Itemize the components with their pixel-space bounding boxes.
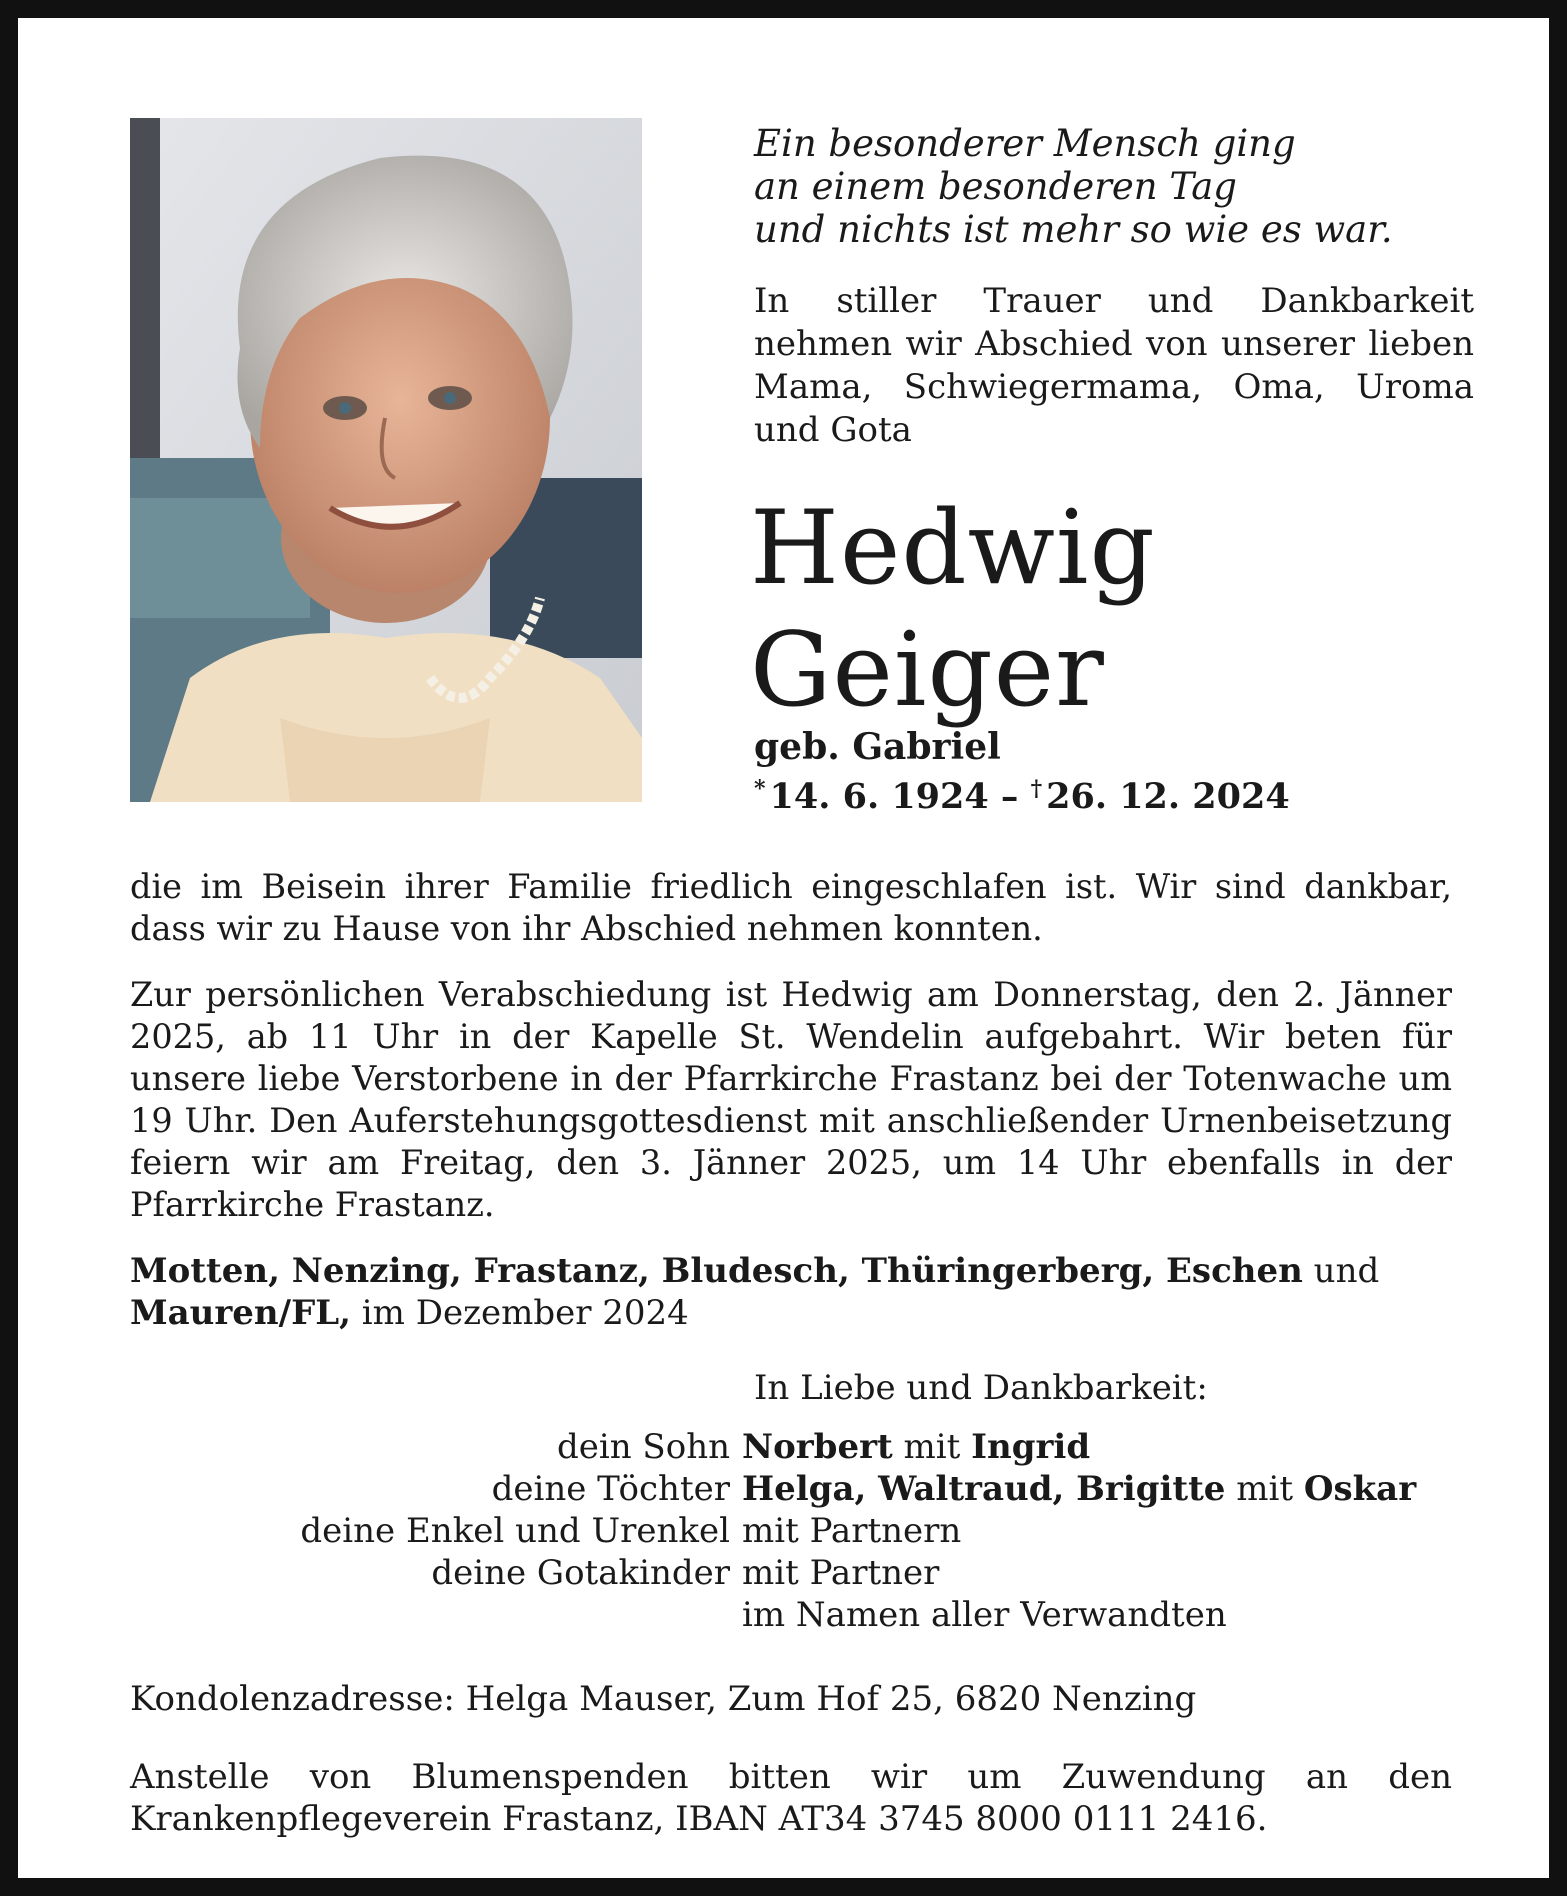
signoff: In Liebe und Dankbarkeit:	[754, 1368, 1208, 1408]
member-connector: mit	[1236, 1469, 1294, 1509]
date-separator: –	[1000, 776, 1019, 817]
birth-symbol: *	[754, 776, 766, 802]
places-bold: Motten, Nenzing, Frastanz, Bludesch, Thüringerberg, Eschen	[130, 1251, 1303, 1291]
death-date: 26. 12. 2024	[1046, 776, 1290, 817]
life-dates	[754, 768, 1290, 818]
family-row	[130, 1510, 1490, 1552]
family-relation: deine Gotakinder	[431, 1553, 730, 1593]
quote-line: Ein besonderer Mensch ging	[754, 122, 1296, 165]
condolence-address: Kondolenzadresse: Helga Mauser, Zum Hof 25, 6820 Nenzing	[130, 1679, 1197, 1719]
memorial-quote	[754, 122, 1474, 251]
family-members	[742, 1468, 1416, 1510]
family-members	[742, 1426, 1090, 1468]
member-name: Oskar	[1303, 1469, 1417, 1509]
portrait-image	[130, 118, 642, 802]
last-name: Geiger	[750, 611, 1105, 730]
places-date: im Dezember 2024	[361, 1293, 689, 1333]
places-and: und	[1313, 1251, 1380, 1291]
family-relation	[130, 1594, 742, 1636]
quote-line: an einem besonderen Tag	[754, 165, 1237, 208]
places-bold-2: Mauren/FL,	[130, 1293, 351, 1333]
member-name: Ingrid	[971, 1427, 1091, 1467]
first-name: Hedwig	[750, 489, 1156, 608]
member-connector: mit Partner	[742, 1553, 940, 1593]
obituary-card	[18, 18, 1549, 1878]
family-members	[742, 1594, 1227, 1636]
quote-line: und nichts ist mehr so wie es war.	[754, 208, 1393, 251]
service-paragraph: Zur persönlichen Verabschiedung ist Hedwig am Donnerstag, den 2. Jänner 2025, ab 11 Uhr in der Kapelle St. Wendelin aufgebahrt. Wir beten für unsere liebe Verstorbene in der Pfarrkirche Frastanz bei der Totenwache um 19 Uhr. Den Auferstehungsgottesdienst mit anschließender Urnenbeisetzung feiern wir am Freitag, den 3. Jänner 2025, um 14 Uhr ebenfalls in der Pfarrkirche Frastanz.	[130, 975, 1452, 1224]
places-line	[130, 1250, 1470, 1334]
member-name: Helga, Waltraud, Brigitte	[742, 1469, 1226, 1509]
family-relation: deine Töchter	[491, 1469, 730, 1509]
donation-note: Anstelle von Blumenspenden bitten wir um Zuwendung an den Krankenpflegeverein Frastanz, IBAN AT34 3745 8000 0111 2416.	[130, 1757, 1452, 1839]
family-relation: dein Sohn	[556, 1427, 730, 1467]
death-symbol: †	[1030, 776, 1043, 802]
member-connector: mit Partnern	[742, 1511, 962, 1551]
family-relation: deine Enkel und Urenkel	[300, 1511, 730, 1551]
portrait-photo	[130, 118, 642, 802]
maiden-name: geb. Gabriel	[754, 726, 1001, 768]
family-members	[742, 1510, 961, 1552]
deceased-name	[750, 488, 1156, 732]
member-name: Norbert	[742, 1427, 893, 1467]
member-connector: mit	[903, 1427, 961, 1467]
family-members	[742, 1552, 939, 1594]
family-row	[130, 1426, 1490, 1468]
family-row	[130, 1594, 1490, 1636]
family-row	[130, 1468, 1490, 1510]
passing-paragraph: die im Beisein ihrer Familie friedlich eingeschlafen ist. Wir sind dankbar, dass wir zu Hause von ihr Abschied nehmen konnten.	[130, 867, 1452, 948]
birth-date: 14. 6. 1924	[769, 776, 989, 817]
intro-text: In stiller Trauer und Dankbarkeit nehmen wir Abschied von unserer lieben Mama, Schwiegermama, Oma, Uroma und Gota	[754, 281, 1474, 450]
family-list	[130, 1426, 1490, 1636]
family-row	[130, 1552, 1490, 1594]
member-connector: im Namen aller Verwandten	[742, 1595, 1227, 1635]
